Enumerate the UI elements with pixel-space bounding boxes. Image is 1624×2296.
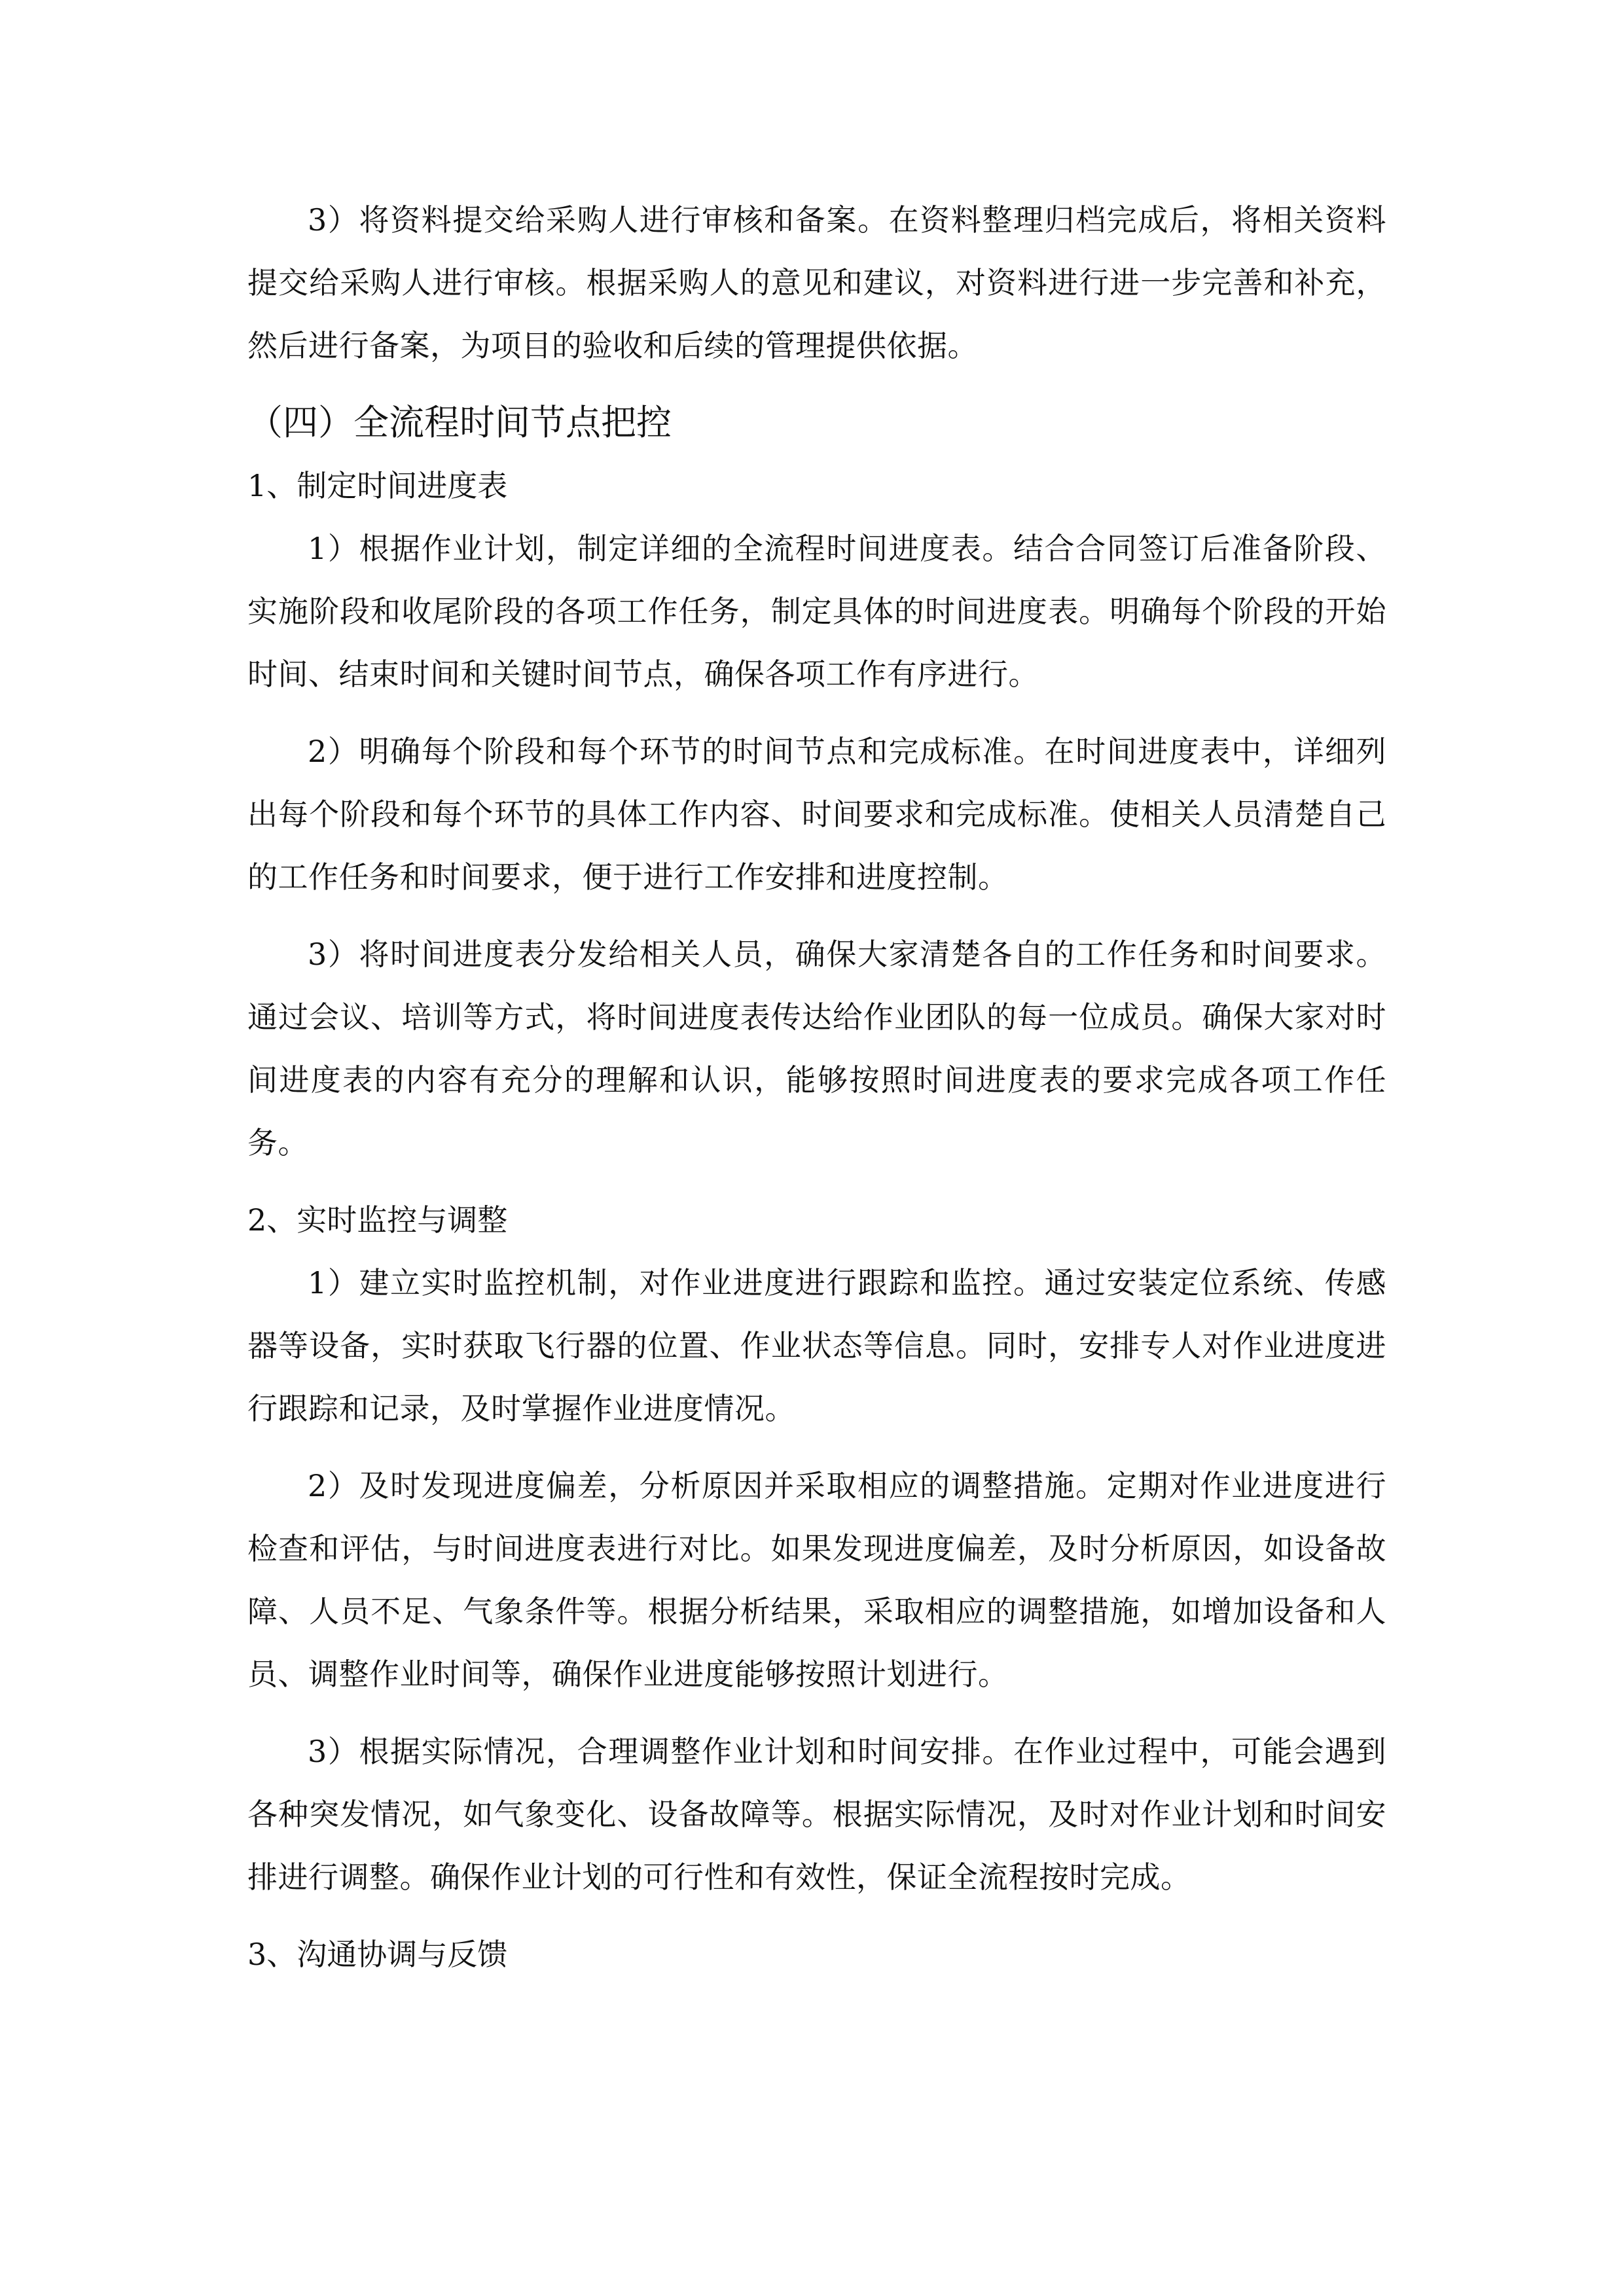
sub-heading-monitoring: 2、实时监控与调整 (247, 1202, 508, 1238)
paragraph-monitoring-1: 1）建立实时监控机制，对作业进度进行跟踪和监控。通过安装定位系统、传感器等设备，实时获取飞行器的位置、作业状态等信息。同时，安排专人对作业进度进行跟踪和记录，及时掌握作业进度情况。 (247, 1265, 1386, 1426)
sub-heading-communication: 3、沟通协调与反馈 (247, 1937, 508, 1972)
paragraph-monitoring-3: 3）根据实际情况，合理调整作业计划和时间安排。在作业过程中，可能会遇到各种突发情况，如气象变化、设备故障等。根据实际情况，及时对作业计划和时间安排进行调整。确保作业计划的可行性和有效性，保证全流程按时完成。 (247, 1734, 1386, 1895)
document-page (247, 188, 1386, 1986)
sub-heading-schedule: 1、制定时间进度表 (247, 468, 508, 503)
paragraph-archive-submission: 3）将资料提交给采购人进行审核和备案。在资料整理归档完成后，将相关资料提交给采购人进行审核。根据采购人的意见和建议，对资料进行进一步完善和补充，然后进行备案，为项目的验收和后续的管理提供依据。 (247, 202, 1386, 363)
paragraph-monitoring-2: 2）及时发现进度偏差，分析原因并采取相应的调整措施。定期对作业进度进行检查和评估，与时间进度表进行对比。如果发现进度偏差，及时分析原因，如设备故障、人员不足、气象条件等。根据分析结果，采取相应的调整措施，如增加设备和人员、调整作业时间等，确保作业进度能够按照计划进行。 (247, 1468, 1386, 1692)
paragraph-schedule-1: 1）根据作业计划，制定详细的全流程时间进度表。结合合同签订后准备阶段、实施阶段和收尾阶段的各项工作任务，制定具体的时间进度表。明确每个阶段的开始时间、结束时间和关键时间节点，确保各项工作有序进行。 (247, 531, 1386, 692)
paragraph-schedule-2: 2）明确每个阶段和每个环节的时间节点和完成标准。在时间进度表中，详细列出每个阶段和每个环节的具体工作内容、时间要求和完成标准。使相关人员清楚自己的工作任务和时间要求，便于进行工作安排和进度控制。 (247, 734, 1386, 895)
section-heading-timeline-control: （四）全流程时间节点把控 (247, 402, 672, 443)
paragraph-schedule-3: 3）将时间进度表分发给相关人员，确保大家清楚各自的工作任务和时间要求。通过会议、培训等方式，将时间进度表传达给作业团队的每一位成员。确保大家对时间进度表的内容有充分的理解和认识，能够按照时间进度表的要求完成各项工作任务。 (247, 937, 1386, 1160)
